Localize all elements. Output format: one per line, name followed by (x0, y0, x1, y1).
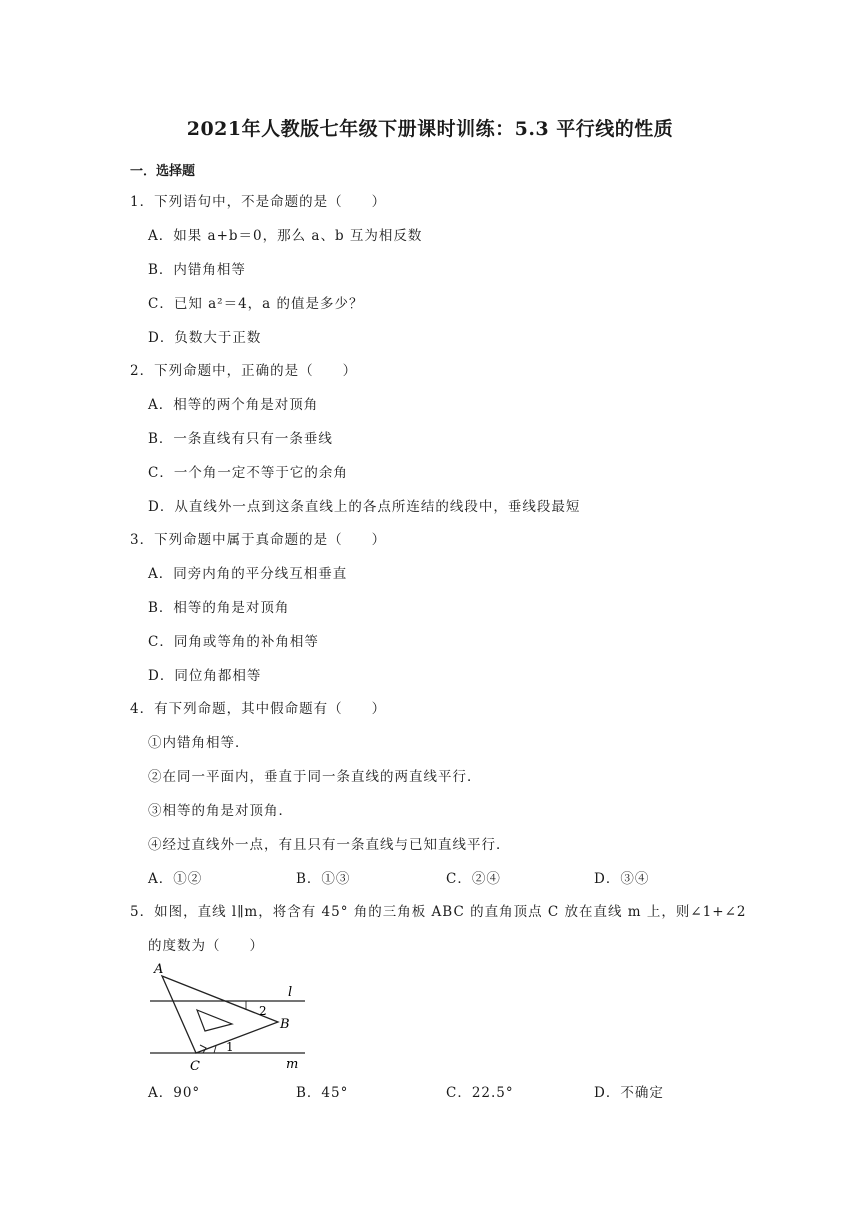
triangle-abc-inner (197, 1010, 232, 1031)
question-4-option-d: D．③④ (594, 871, 650, 887)
question-5-stem-line-2: 的度数为（ ） (148, 938, 264, 954)
angle-1-arc (214, 1046, 216, 1053)
question-2-option-c: C．一个角一定不等于它的余角 (148, 465, 348, 481)
question-5-stem-line-1: 5．如图，直线 l∥m，将含有 45° 角的三角板 ABC 的直角顶点 C 放在直线 m 上，则∠1+∠2 (130, 904, 747, 920)
triangle-parallel-lines-figure (150, 958, 310, 1078)
question-4-stem: 4．有下列命题，其中假命题有（ ） (130, 701, 387, 717)
label-l: l (288, 985, 293, 1000)
question-1-option-b: B．内错角相等 (148, 262, 246, 278)
question-2-stem: 2．下列命题中，正确的是（ ） (130, 363, 358, 379)
question-5-option-c: C．22.5° (446, 1085, 514, 1101)
label-a: A (154, 962, 164, 977)
question-5-option-d: D．不确定 (594, 1085, 664, 1101)
question-1-option-a: A．如果 a+b＝0，那么 a、b 互为相反数 (148, 228, 423, 244)
label-b: B (280, 1017, 290, 1032)
question-3-option-d: D．同位角都相等 (148, 668, 262, 684)
label-angle-2: 2 (259, 1004, 267, 1018)
question-4-statement-3: ③相等的角是对顶角． (148, 803, 293, 819)
question-4-statement-2: ②在同一平面内，垂直于同一条直线的两直线平行． (148, 769, 482, 785)
question-5-option-b: B．45° (296, 1085, 349, 1101)
question-4-statement-1: ①内错角相等． (148, 735, 250, 751)
question-1-option-c: C．已知 a²＝4，a 的值是多少？ (148, 296, 364, 312)
label-angle-1: 1 (226, 1040, 234, 1054)
section-heading: 一．选择题 (130, 164, 196, 179)
question-1-stem: 1．下列语句中，不是命题的是（ ） (130, 194, 387, 210)
question-3-stem: 3．下列命题中属于真命题的是（ ） (130, 532, 387, 548)
question-3-option-c: C．同角或等角的补角相等 (148, 634, 319, 650)
label-c: C (190, 1059, 200, 1074)
question-4-option-a: A．①② (148, 871, 203, 887)
page-title: 2021年人教版七年级下册课时训练：5.3 平行线的性质 (186, 118, 674, 140)
question-4-statement-4: ④经过直线外一点，有且只有一条直线与已知直线平行． (148, 837, 511, 853)
label-m: m (286, 1057, 299, 1072)
question-3-option-a: A．同旁内角的平分线互相垂直 (148, 566, 348, 582)
question-1-option-d: D．负数大于正数 (148, 330, 262, 346)
question-2-option-b: B．一条直线有只有一条垂线 (148, 431, 333, 447)
question-2-option-a: A．相等的两个角是对顶角 (148, 397, 319, 413)
question-4-option-c: C．②④ (446, 871, 501, 887)
question-2-option-d: D．从直线外一点到这条直线上的各点所连结的线段中，垂线段最短 (148, 499, 581, 515)
question-4-option-b: B．①③ (296, 871, 351, 887)
question-3-option-b: B．相等的角是对顶角 (148, 600, 290, 616)
question-5-option-a: A．90° (148, 1085, 201, 1101)
